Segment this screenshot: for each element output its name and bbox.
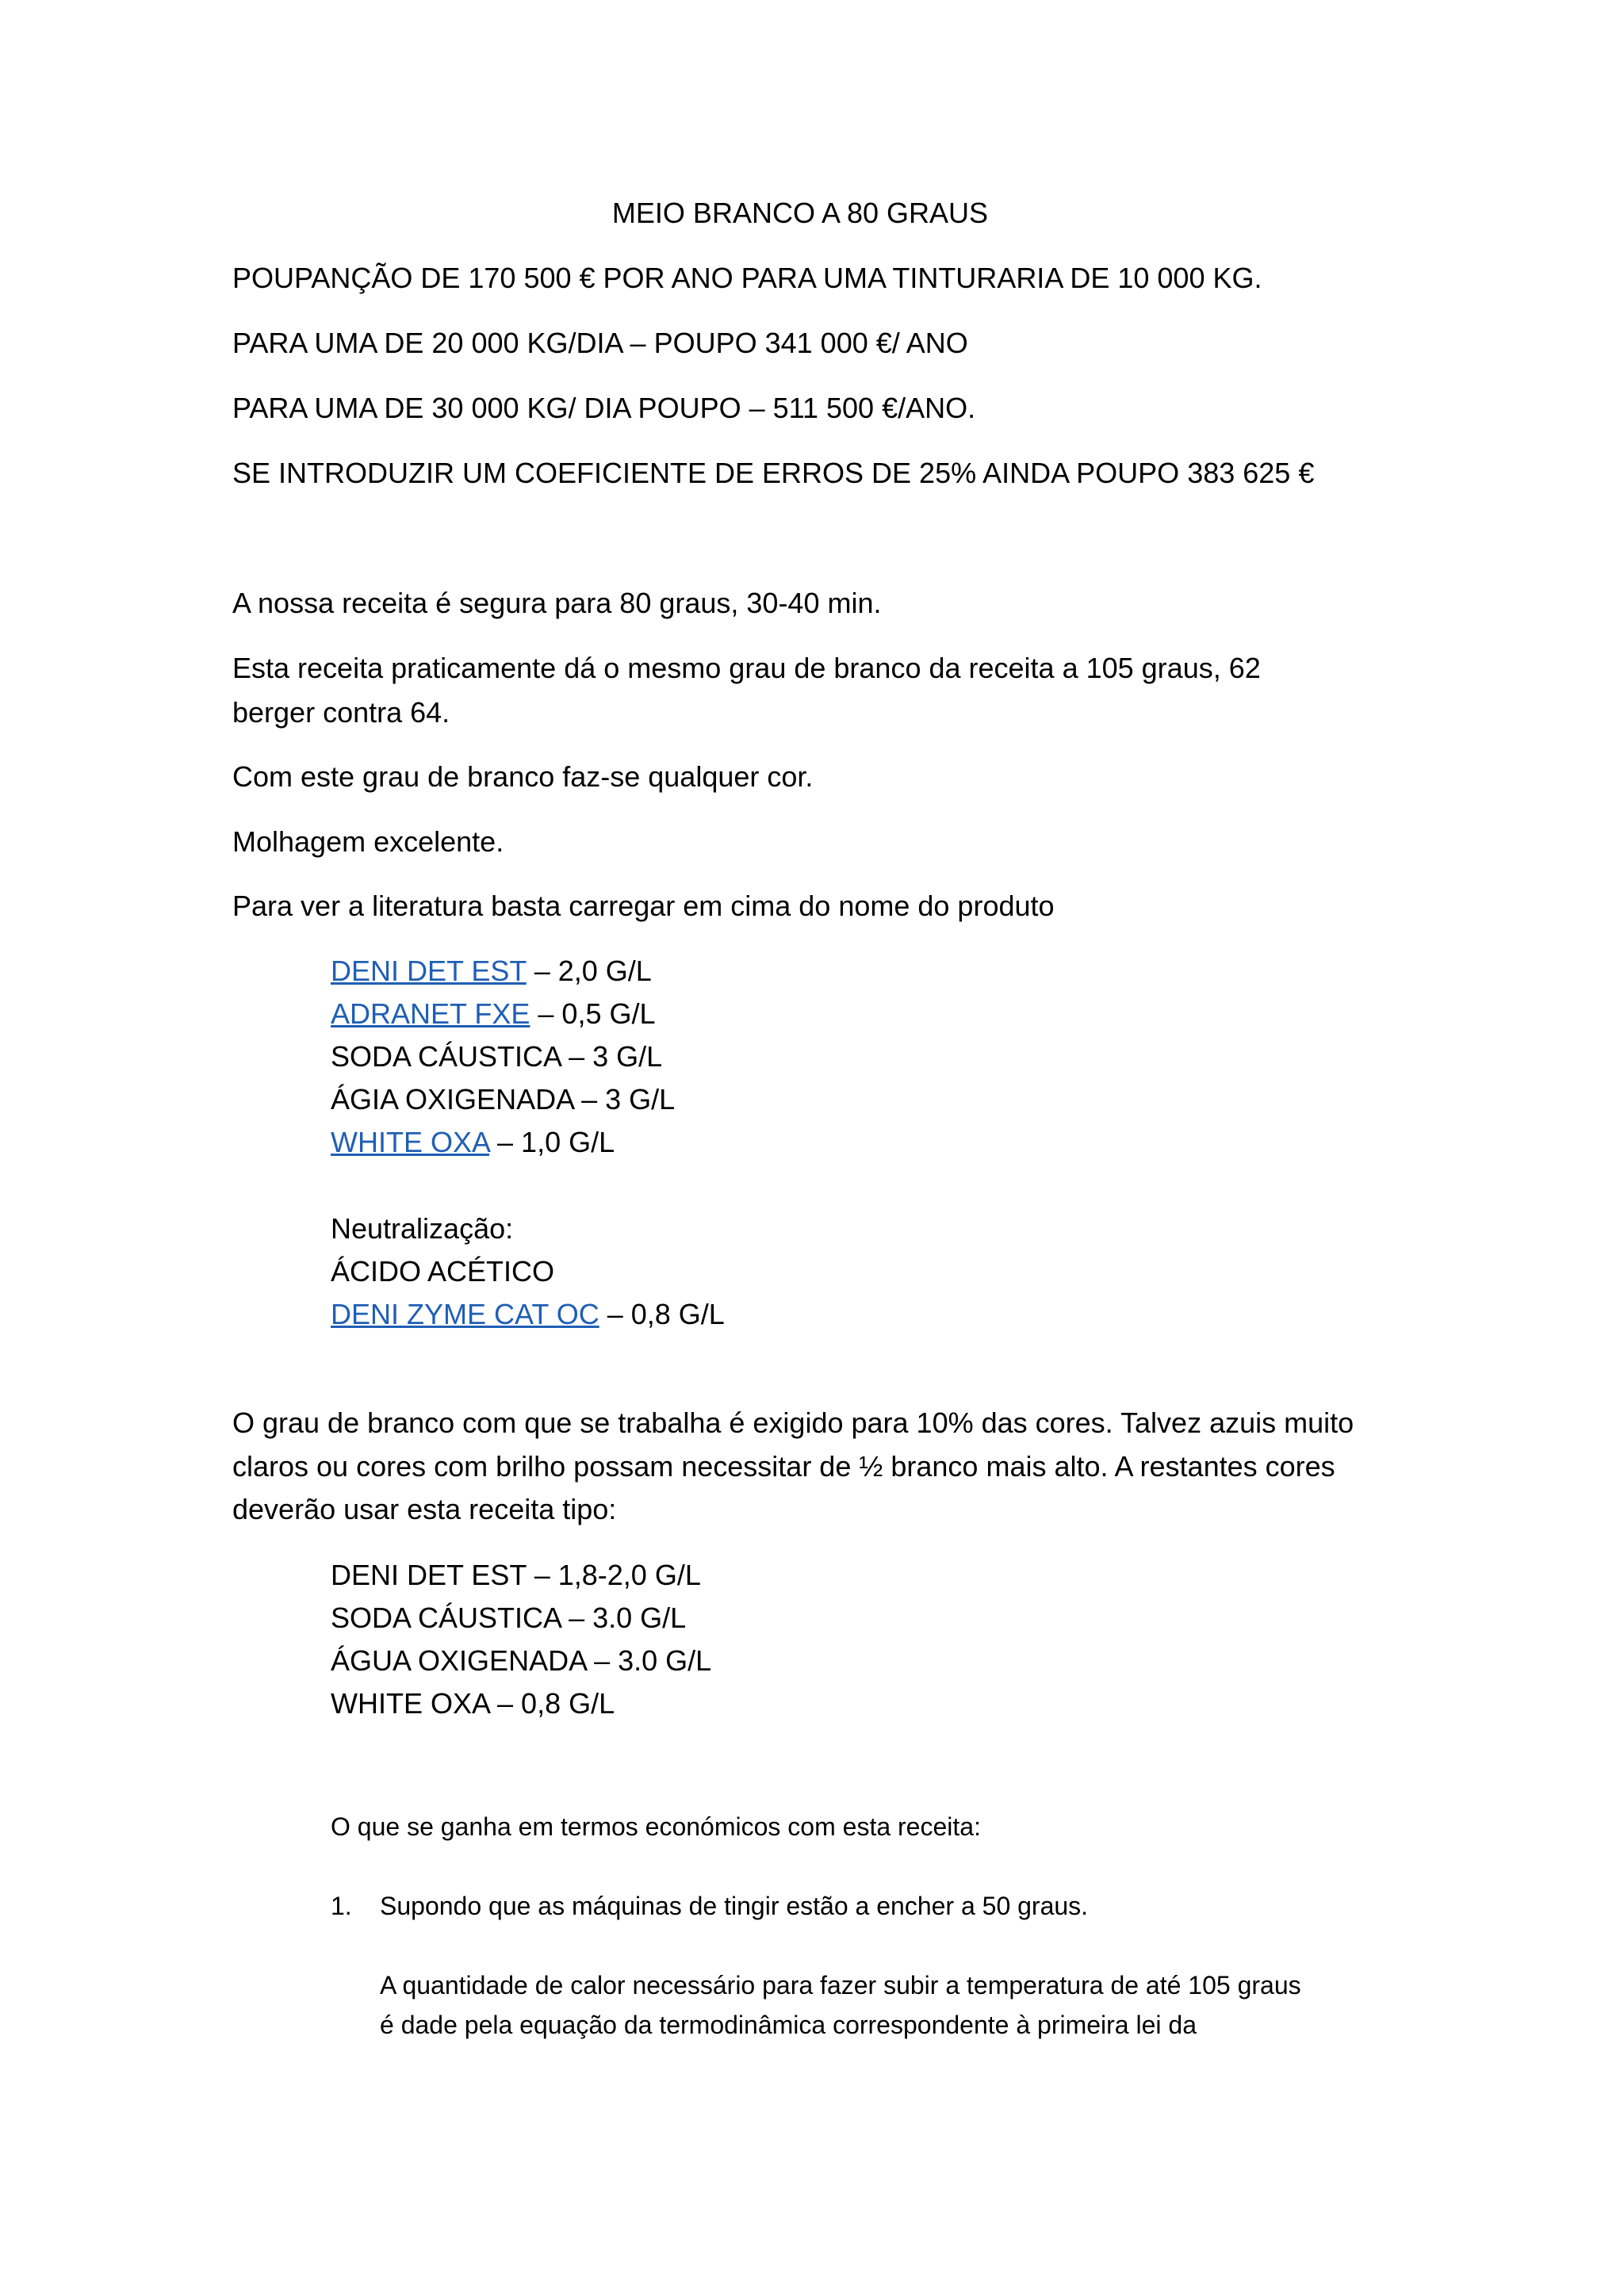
recipe1-item-zyme (331, 1293, 725, 1336)
deni-det-dose: – 2,0 G/L (526, 955, 652, 987)
recipe2-item-1: DENI DET EST – 1,8-2,0 G/L (331, 1559, 701, 1591)
paragraph2-line-3: deverão usar esta receita tipo: (232, 1493, 617, 1525)
savings-line-2: PARA UMA DE 20 000 KG/DIA – POUPO 341 000 €/ ANO (232, 327, 968, 359)
intro-line-3: Com este grau de branco faz-se qualquer cor. (232, 760, 814, 793)
white-oxa-link[interactable]: WHITE OXA (331, 1126, 490, 1158)
intro-line-2b: berger contra 64. (232, 696, 450, 729)
economics-heading: O que se ganha em termos económicos com esta receita: (331, 1812, 981, 1841)
list-item-1-para-line-1: A quantidade de calor necessário para fazer subir a temperatura de até 105 graus (380, 1971, 1301, 1999)
recipe2-item-4: WHITE OXA – 0,8 G/L (331, 1687, 615, 1720)
paragraph2-line-2: claros ou cores com brilho possam necessitar de ½ branco mais alto. A restantes cores (232, 1450, 1335, 1483)
list-number-1: 1. (331, 1892, 352, 1920)
intro-line-2a: Esta receita praticamente dá o mesmo grau de branco da receita a 105 graus, 62 (232, 652, 1261, 684)
recipe1-item-white-oxa (331, 1121, 615, 1164)
intro-line-4: Molhagem excelente. (232, 825, 504, 858)
recipe1-item-acido: ÁCIDO ACÉTICO (331, 1255, 555, 1288)
adranet-dose: – 0,5 G/L (530, 997, 656, 1030)
document-title: MEIO BRANCO A 80 GRAUS (611, 197, 989, 229)
deni-det-est-link[interactable]: DENI DET EST (331, 955, 527, 987)
zyme-dose: – 0,8 G/L (599, 1298, 725, 1330)
paragraph2-line-1: O grau de branco com que se trabalha é exigido para 10% das cores. Talvez azuis muito (232, 1406, 1354, 1439)
recipe2-item-3: ÁGUA OXIGENADA – 3.0 G/L (331, 1644, 712, 1677)
intro-line-5: Para ver a literatura basta carregar em cima do nome do produto (232, 890, 1055, 922)
adranet-fxe-link[interactable]: ADRANET FXE (331, 997, 530, 1030)
savings-line-4: SE INTRODUZIR UM COEFICIENTE DE ERROS DE 25% AINDA POUPO 383 625 € (232, 457, 1315, 489)
recipe1-item-agia: ÁGIA OXIGENADA – 3 G/L (331, 1083, 676, 1115)
recipe2-item-2: SODA CÁUSTICA – 3.0 G/L (331, 1601, 687, 1634)
intro-line-1: A nossa receita é segura para 80 graus, 30-40 min. (232, 587, 882, 619)
deni-zyme-cat-oc-link[interactable]: DENI ZYME CAT OC (331, 1298, 599, 1330)
recipe1-item-adranet (331, 993, 656, 1035)
list-item-1-para-line-2: é dade pela equação da termodinâmica correspondente à primeira lei da (380, 2011, 1197, 2039)
white-oxa-dose: – 1,0 G/L (489, 1126, 615, 1158)
recipe1-item-deni-det (331, 950, 652, 993)
list-item-1-text: Supondo que as máquinas de tingir estão a encher a 50 graus. (380, 1892, 1089, 1920)
savings-line-3: PARA UMA DE 30 000 KG/ DIA POUPO – 511 500 €/ANO. (232, 392, 976, 424)
recipe1-item-soda: SODA CÁUSTICA – 3 G/L (331, 1040, 663, 1073)
neutralization-label: Neutralização: (331, 1212, 514, 1245)
savings-line-1: POUPANÇÃO DE 170 500 € POR ANO PARA UMA TINTURARIA DE 10 000 KG. (232, 262, 1262, 294)
